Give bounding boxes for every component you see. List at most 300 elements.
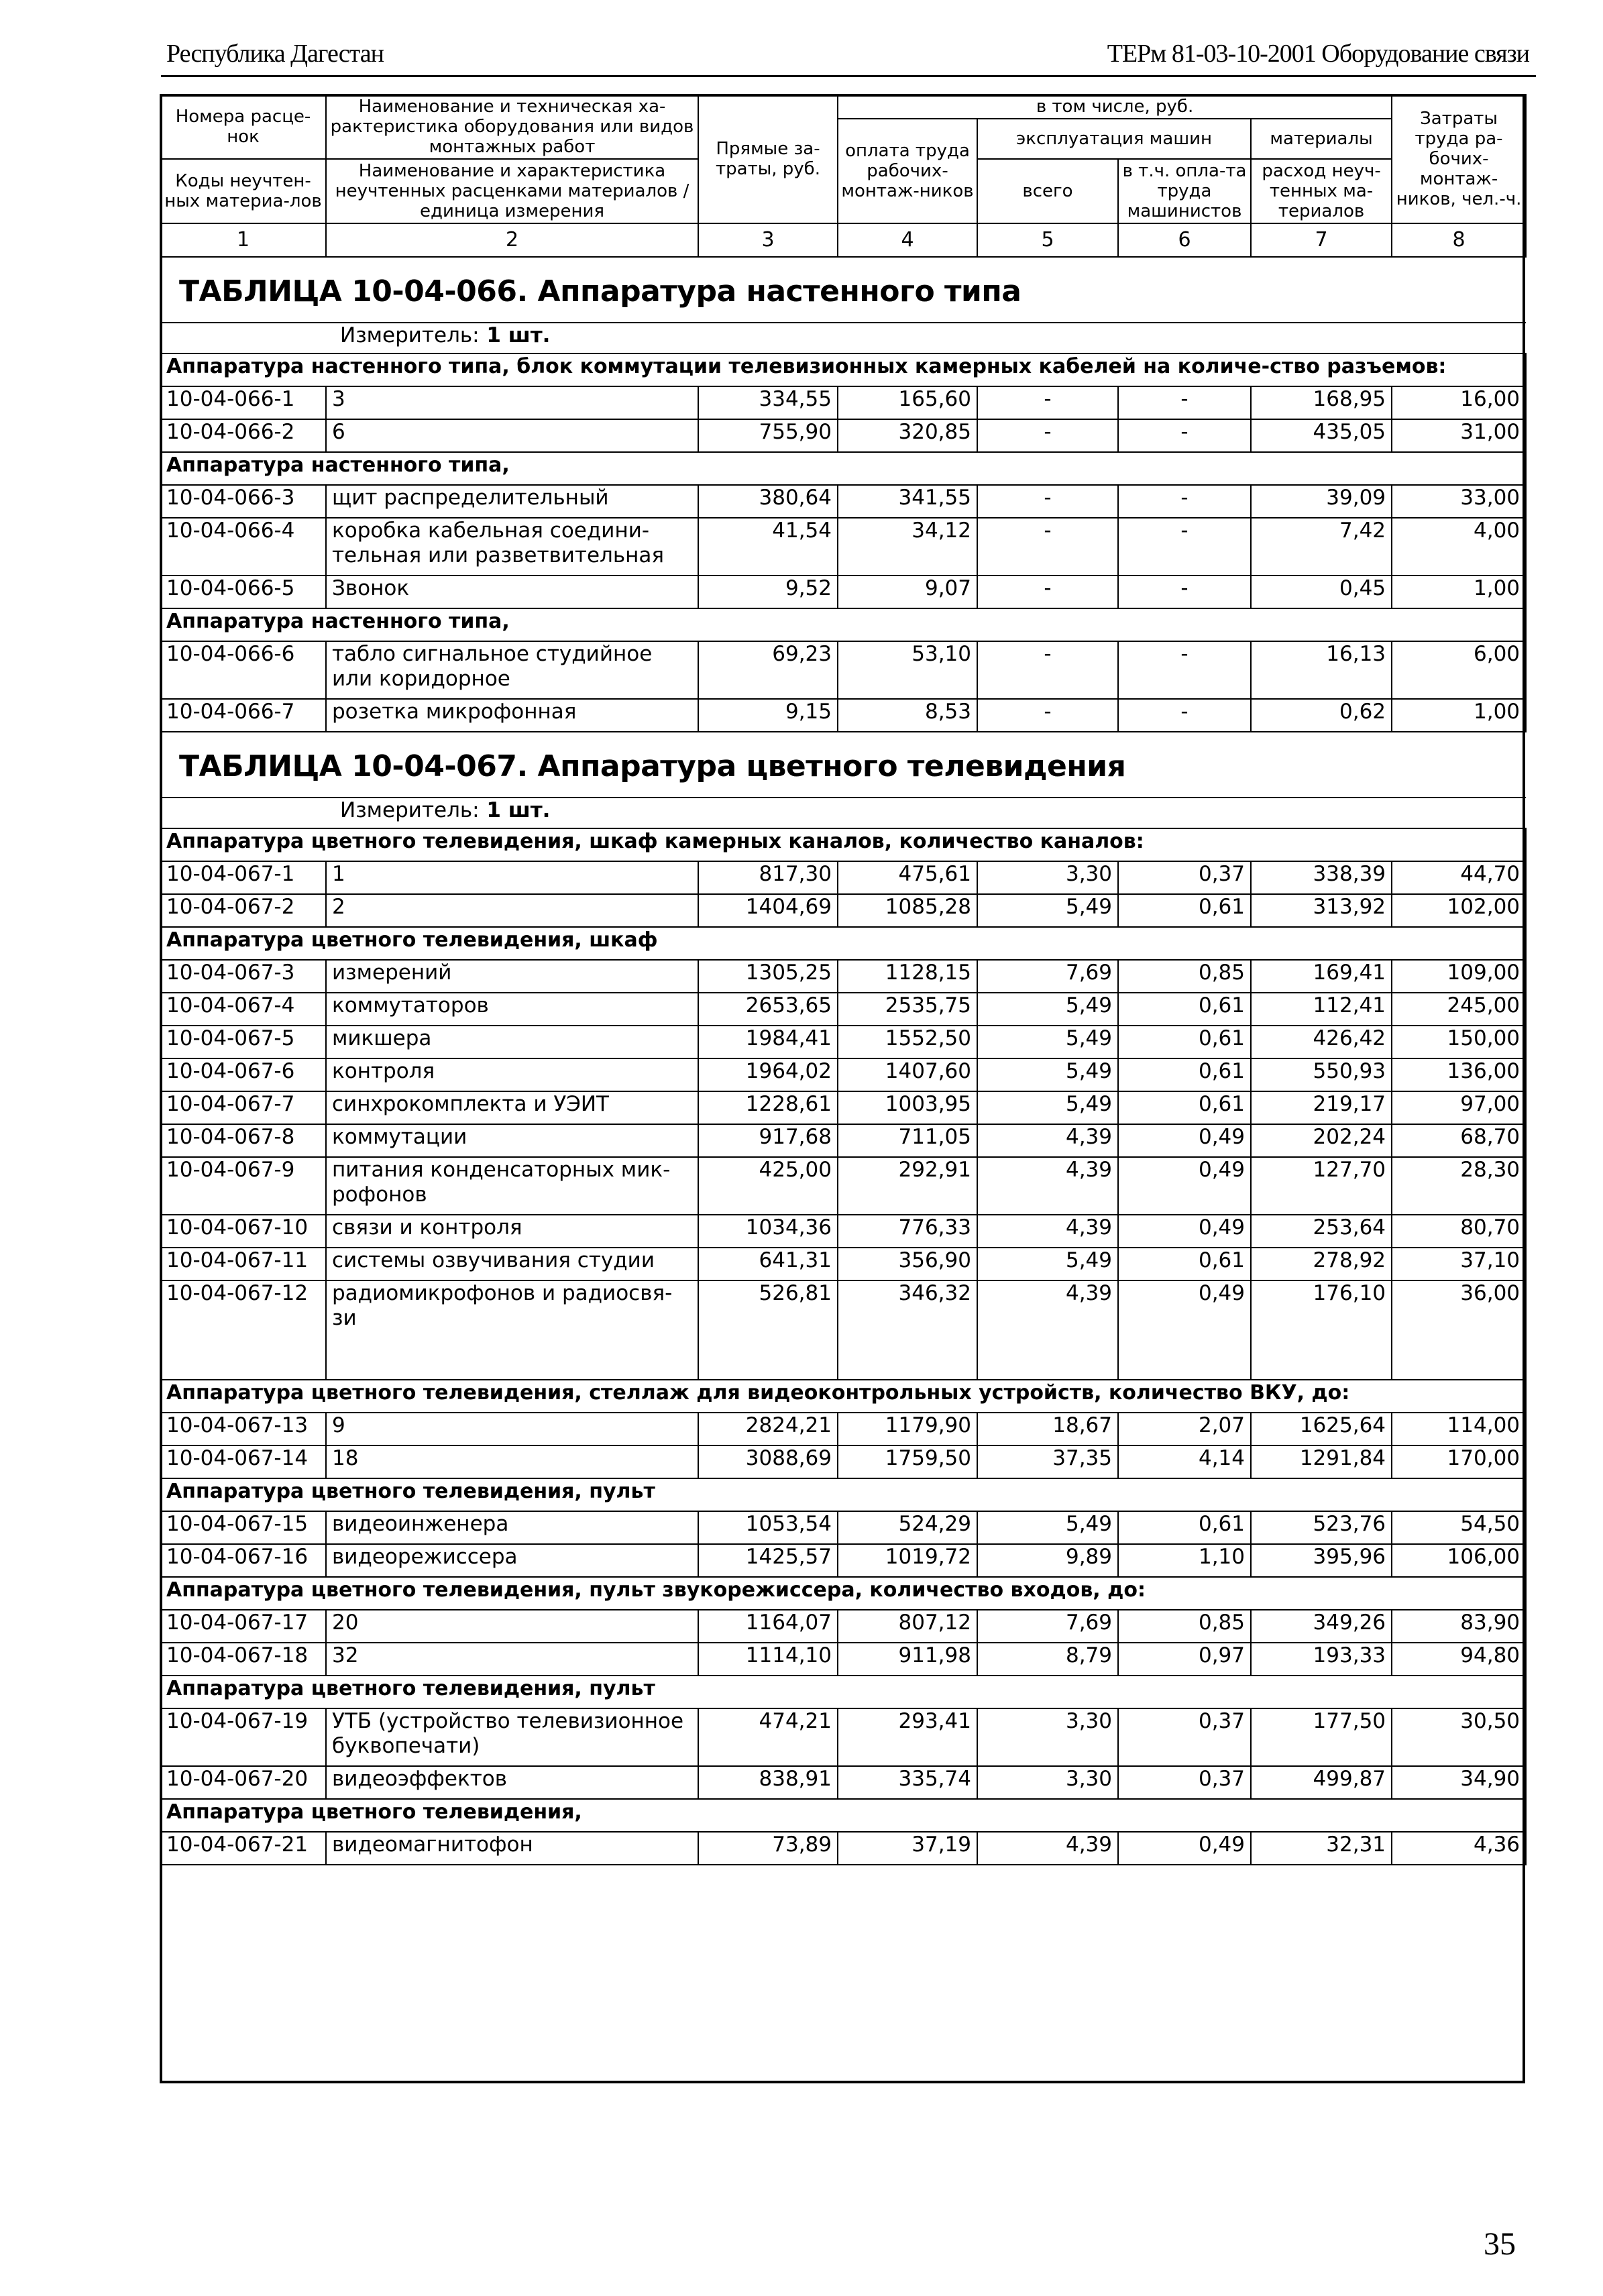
material-cost: 313,92: [1251, 894, 1392, 927]
item-name: УТБ (устройство телевизионное буквопечати): [326, 1708, 698, 1766]
material-cost: 426,42: [1251, 1026, 1392, 1058]
material-cost: 523,76: [1251, 1511, 1392, 1544]
machinist-labor-cost: -: [1118, 518, 1251, 576]
labor-cost: 1179,90: [838, 1413, 977, 1445]
material-cost: 0,62: [1251, 699, 1392, 732]
direct-cost: 69,23: [698, 641, 838, 699]
labor-hours: 68,70: [1392, 1124, 1526, 1157]
direct-cost: 425,00: [698, 1157, 838, 1215]
group-caption-row: [160, 452, 1526, 485]
machinist-labor-cost: 4,14: [1118, 1445, 1251, 1478]
machinist-labor-cost: 0,61: [1118, 1058, 1251, 1091]
col7-header: расход неуч-тенных ма-териалов: [1251, 159, 1392, 223]
col2-header-top: Наименование и техническая ха-рактеристика оборудования или видов монтажных работ: [326, 95, 698, 159]
machine-cost: 5,49: [977, 894, 1118, 927]
item-name: Звонок: [326, 576, 698, 608]
direct-cost: 817,30: [698, 861, 838, 894]
rate-code: 10-04-067-17: [160, 1610, 326, 1643]
labor-cost: 37,19: [838, 1832, 977, 1865]
labor-cost: 356,90: [838, 1248, 977, 1280]
material-cost: 112,41: [1251, 993, 1392, 1026]
direct-cost: 9,52: [698, 576, 838, 608]
labor-cost: 911,98: [838, 1643, 977, 1676]
labor-cost: 346,32: [838, 1280, 977, 1380]
labor-cost: 524,29: [838, 1511, 977, 1544]
table-body: [160, 257, 1526, 1865]
labor-hours: 106,00: [1392, 1544, 1526, 1577]
group-caption-row: [160, 828, 1526, 861]
item-name: 6: [326, 419, 698, 452]
item-name: связи и контроля: [326, 1215, 698, 1248]
labor-cost: 335,74: [838, 1766, 977, 1799]
group-caption-row: [160, 927, 1526, 960]
machine-cost: 3,30: [977, 1766, 1118, 1799]
table-row: [160, 576, 1526, 608]
table-row: [160, 1413, 1526, 1445]
material-cost: 177,50: [1251, 1708, 1392, 1766]
column-numbers-row: [160, 223, 1526, 257]
direct-cost: 1964,02: [698, 1058, 838, 1091]
col-num: 8: [1392, 223, 1526, 257]
rate-code: 10-04-066-4: [160, 518, 326, 576]
direct-cost: 1305,25: [698, 960, 838, 993]
material-cost: 338,39: [1251, 861, 1392, 894]
material-cost: 176,10: [1251, 1280, 1392, 1380]
machinist-labor-cost: 0,49: [1118, 1124, 1251, 1157]
labor-hours: 83,90: [1392, 1610, 1526, 1643]
machine-cost: 7,69: [977, 960, 1118, 993]
machine-cost: -: [977, 641, 1118, 699]
labor-hours: 4,00: [1392, 518, 1526, 576]
table-row: [160, 1280, 1526, 1380]
rate-code: 10-04-067-13: [160, 1413, 326, 1445]
direct-cost: 526,81: [698, 1280, 838, 1380]
direct-cost: 2824,21: [698, 1413, 838, 1445]
group-caption: Аппаратура цветного телевидения, пульт: [160, 1676, 1526, 1708]
machine-cost: 8,79: [977, 1643, 1118, 1676]
table-title: ТАБЛИЦА 10-04-066. Аппаратура настенного типа: [179, 274, 1021, 309]
group-caption-row: [160, 608, 1526, 641]
col-num: 6: [1118, 223, 1251, 257]
rate-code: 10-04-067-16: [160, 1544, 326, 1577]
col2-header-bottom: Наименование и характеристика неучтенных расценками материалов / единица измерения: [326, 159, 698, 223]
item-name: видеомагнитофон: [326, 1832, 698, 1865]
machines-header: эксплуатация машин: [977, 119, 1251, 159]
direct-cost: 474,21: [698, 1708, 838, 1766]
table-row: [160, 1511, 1526, 1544]
material-cost: 7,42: [1251, 518, 1392, 576]
group-caption: Аппаратура настенного типа, блок коммутации телевизионных камерных кабелей на количе-ство разъемов:: [160, 353, 1526, 386]
item-name: коробка кабельная соедини-тельная или разветвительная: [326, 518, 698, 576]
direct-cost: 838,91: [698, 1766, 838, 1799]
table-row: [160, 1215, 1526, 1248]
item-name: питания конденсаторных мик-рофонов: [326, 1157, 698, 1215]
page-number: 35: [1484, 2226, 1516, 2262]
machine-cost: -: [977, 576, 1118, 608]
labor-hours: 34,90: [1392, 1766, 1526, 1799]
material-cost: 349,26: [1251, 1610, 1392, 1643]
group-caption: Аппаратура цветного телевидения, пульт звукорежиссера, количество входов, до:: [160, 1577, 1526, 1610]
machine-cost: 3,30: [977, 1708, 1118, 1766]
rate-code: 10-04-067-9: [160, 1157, 326, 1215]
material-cost: 1291,84: [1251, 1445, 1392, 1478]
measure-label: Измеритель:: [340, 323, 480, 347]
material-cost: 127,70: [1251, 1157, 1392, 1215]
rate-code: 10-04-067-10: [160, 1215, 326, 1248]
machine-cost: 37,35: [977, 1445, 1118, 1478]
rate-code: 10-04-066-3: [160, 485, 326, 518]
rate-code: 10-04-067-8: [160, 1124, 326, 1157]
table-row: [160, 960, 1526, 993]
group-caption: Аппаратура цветного телевидения, шкаф камерных каналов, количество каналов:: [160, 828, 1526, 861]
rate-code: 10-04-066-7: [160, 699, 326, 732]
labor-hours: 1,00: [1392, 576, 1526, 608]
table-row: [160, 1026, 1526, 1058]
table-row: [160, 485, 1526, 518]
direct-cost: 380,64: [698, 485, 838, 518]
machinist-labor-cost: 0,37: [1118, 1766, 1251, 1799]
direct-cost: 755,90: [698, 419, 838, 452]
item-name: видеорежиссера: [326, 1544, 698, 1577]
rate-code: 10-04-067-2: [160, 894, 326, 927]
rate-code: 10-04-067-11: [160, 1248, 326, 1280]
table-row: [160, 1445, 1526, 1478]
labor-hours: 136,00: [1392, 1058, 1526, 1091]
material-cost: 395,96: [1251, 1544, 1392, 1577]
col1-header-bottom: Коды неучтен-ных материа-лов: [160, 159, 326, 223]
labor-cost: 53,10: [838, 641, 977, 699]
labor-hours: 80,70: [1392, 1215, 1526, 1248]
item-name: системы озвучивания студии: [326, 1248, 698, 1280]
item-name: 1: [326, 861, 698, 894]
item-name: радиомикрофонов и радиосвя-зи: [326, 1280, 698, 1380]
col-num: 7: [1251, 223, 1392, 257]
table-row: [160, 1766, 1526, 1799]
rate-code: 10-04-067-18: [160, 1643, 326, 1676]
material-cost: 32,31: [1251, 1832, 1392, 1865]
machine-cost: 4,39: [977, 1157, 1118, 1215]
material-cost: 550,93: [1251, 1058, 1392, 1091]
labor-hours: 97,00: [1392, 1091, 1526, 1124]
header-row-1: [160, 95, 1526, 119]
labor-cost: 1019,72: [838, 1544, 977, 1577]
machinist-labor-cost: 0,49: [1118, 1215, 1251, 1248]
labor-cost: 320,85: [838, 419, 977, 452]
machine-cost: 5,49: [977, 1511, 1118, 1544]
labor-hours: 4,36: [1392, 1832, 1526, 1865]
material-cost: 435,05: [1251, 419, 1392, 452]
table-row: [160, 641, 1526, 699]
table-row: [160, 1248, 1526, 1280]
labor-cost: 1552,50: [838, 1026, 977, 1058]
material-cost: 499,87: [1251, 1766, 1392, 1799]
direct-cost: 1164,07: [698, 1610, 838, 1643]
labor-cost: 807,12: [838, 1610, 977, 1643]
machine-cost: -: [977, 386, 1118, 419]
direct-cost: 1984,41: [698, 1026, 838, 1058]
machinist-labor-cost: 0,49: [1118, 1280, 1251, 1380]
labor-cost: 1085,28: [838, 894, 977, 927]
table-title-cell: [160, 732, 1526, 798]
machinist-labor-cost: 0,85: [1118, 960, 1251, 993]
table-title-cell: [160, 257, 1526, 323]
rate-code: 10-04-066-6: [160, 641, 326, 699]
rate-code: 10-04-067-3: [160, 960, 326, 993]
material-cost: 278,92: [1251, 1248, 1392, 1280]
rate-code: 10-04-067-5: [160, 1026, 326, 1058]
machine-cost: 5,49: [977, 1058, 1118, 1091]
rate-code: 10-04-067-1: [160, 861, 326, 894]
table-title-row: [160, 732, 1526, 798]
direct-cost: 641,31: [698, 1248, 838, 1280]
direct-cost: 1053,54: [698, 1511, 838, 1544]
table-row: [160, 1708, 1526, 1766]
direct-cost: 9,15: [698, 699, 838, 732]
table-row: [160, 419, 1526, 452]
rate-code: 10-04-066-5: [160, 576, 326, 608]
group-caption-row: [160, 1799, 1526, 1832]
rate-code: 10-04-067-15: [160, 1511, 326, 1544]
machinist-labor-cost: -: [1118, 419, 1251, 452]
item-name: 18: [326, 1445, 698, 1478]
group-caption-row: [160, 1577, 1526, 1610]
rate-code: 10-04-067-19: [160, 1708, 326, 1766]
labor-cost: 293,41: [838, 1708, 977, 1766]
machinist-labor-cost: 0,61: [1118, 1511, 1251, 1544]
measure-label: Измеритель:: [340, 798, 480, 822]
rate-code: 10-04-067-21: [160, 1832, 326, 1865]
labor-hours: 31,00: [1392, 419, 1526, 452]
machinist-labor-cost: 0,97: [1118, 1643, 1251, 1676]
direct-cost: 1114,10: [698, 1643, 838, 1676]
labor-cost: 1003,95: [838, 1091, 977, 1124]
machine-cost: -: [977, 485, 1118, 518]
machinist-labor-cost: 0,61: [1118, 1248, 1251, 1280]
labor-hours: 114,00: [1392, 1413, 1526, 1445]
labor-hours: 44,70: [1392, 861, 1526, 894]
table-row: [160, 861, 1526, 894]
item-name: щит распределительный: [326, 485, 698, 518]
item-name: видеоинженера: [326, 1511, 698, 1544]
machinist-labor-cost: 0,37: [1118, 861, 1251, 894]
labor-hours: 109,00: [1392, 960, 1526, 993]
machinist-labor-cost: 0,61: [1118, 1091, 1251, 1124]
item-name: табло сигнальное студийное или коридорное: [326, 641, 698, 699]
machinist-labor-cost: 0,61: [1118, 894, 1251, 927]
material-cost: 219,17: [1251, 1091, 1392, 1124]
rate-code: 10-04-067-6: [160, 1058, 326, 1091]
material-cost: 39,09: [1251, 485, 1392, 518]
rate-code: 10-04-066-2: [160, 419, 326, 452]
table-row: [160, 1157, 1526, 1215]
labor-hours: 1,00: [1392, 699, 1526, 732]
item-name: 3: [326, 386, 698, 419]
machinist-labor-cost: -: [1118, 699, 1251, 732]
machinist-labor-cost: 0,61: [1118, 993, 1251, 1026]
measure-value: 1 шт.: [486, 323, 551, 347]
group-caption: Аппаратура цветного телевидения, стеллаж для видеоконтрольных устройств, количество ВКУ, до:: [160, 1380, 1526, 1413]
table-row: [160, 386, 1526, 419]
rate-code: 10-04-067-4: [160, 993, 326, 1026]
direct-cost: 73,89: [698, 1832, 838, 1865]
col8-header: Затраты труда ра-бочих-монтаж-ников, чел.-ч.: [1392, 95, 1526, 223]
direct-cost: 1425,57: [698, 1544, 838, 1577]
item-name: 9: [326, 1413, 698, 1445]
material-cost: 169,41: [1251, 960, 1392, 993]
machine-cost: 9,89: [977, 1544, 1118, 1577]
direct-cost: 917,68: [698, 1124, 838, 1157]
machine-cost: 5,49: [977, 993, 1118, 1026]
labor-cost: 34,12: [838, 518, 977, 576]
labor-cost: 776,33: [838, 1215, 977, 1248]
machinist-labor-cost: -: [1118, 485, 1251, 518]
table-row: [160, 1058, 1526, 1091]
labor-hours: 6,00: [1392, 641, 1526, 699]
machinist-labor-cost: -: [1118, 576, 1251, 608]
direct-cost: 3088,69: [698, 1445, 838, 1478]
col4-header: оплата труда рабочих-монтаж-ников: [838, 119, 977, 223]
table-row: [160, 1124, 1526, 1157]
group-caption-row: [160, 1380, 1526, 1413]
group-caption-row: [160, 353, 1526, 386]
material-cost: 16,13: [1251, 641, 1392, 699]
item-name: розетка микрофонная: [326, 699, 698, 732]
machinist-labor-cost: 1,10: [1118, 1544, 1251, 1577]
labor-hours: 28,30: [1392, 1157, 1526, 1215]
table-row: [160, 993, 1526, 1026]
labor-hours: 102,00: [1392, 894, 1526, 927]
table-row: [160, 1544, 1526, 1577]
table-row: [160, 1643, 1526, 1676]
table-title-row: [160, 257, 1526, 323]
machine-cost: 5,49: [977, 1248, 1118, 1280]
col3-header: Прямые за-траты, руб.: [698, 95, 838, 223]
material-cost: 202,24: [1251, 1124, 1392, 1157]
labor-hours: 36,00: [1392, 1280, 1526, 1380]
col-num: 2: [326, 223, 698, 257]
machinist-labor-cost: 0,85: [1118, 1610, 1251, 1643]
machine-cost: 4,39: [977, 1832, 1118, 1865]
col1-header-top: Номера расце-нок: [160, 95, 326, 159]
item-name: 2: [326, 894, 698, 927]
rate-code: 10-04-067-20: [160, 1766, 326, 1799]
labor-cost: 8,53: [838, 699, 977, 732]
machinist-labor-cost: 0,49: [1118, 1157, 1251, 1215]
item-name: коммутаторов: [326, 993, 698, 1026]
direct-cost: 334,55: [698, 386, 838, 419]
labor-cost: 1128,15: [838, 960, 977, 993]
labor-hours: 170,00: [1392, 1445, 1526, 1478]
item-name: 32: [326, 1643, 698, 1676]
group-caption: Аппаратура цветного телевидения, шкаф: [160, 927, 1526, 960]
direct-cost: 2653,65: [698, 993, 838, 1026]
machinist-labor-cost: -: [1118, 386, 1251, 419]
measure-cell: [160, 323, 1526, 353]
rate-code: 10-04-067-7: [160, 1091, 326, 1124]
group-caption: Аппаратура цветного телевидения, пульт: [160, 1478, 1526, 1511]
header-document-code: ТЕРм 81-03-10-2001 Оборудование связи: [1107, 40, 1529, 68]
rate-code: 10-04-067-14: [160, 1445, 326, 1478]
group-caption-row: [160, 1676, 1526, 1708]
direct-cost: 1404,69: [698, 894, 838, 927]
machine-cost: -: [977, 419, 1118, 452]
group-caption: Аппаратура настенного типа,: [160, 452, 1526, 485]
machinist-labor-cost: 0,61: [1118, 1026, 1251, 1058]
measure-row: [160, 798, 1526, 828]
material-cost: 0,45: [1251, 576, 1392, 608]
item-name: контроля: [326, 1058, 698, 1091]
machine-cost: 4,39: [977, 1215, 1118, 1248]
machine-cost: 5,49: [977, 1026, 1118, 1058]
group-caption: Аппаратура настенного типа,: [160, 608, 1526, 641]
machinist-labor-cost: 0,49: [1118, 1832, 1251, 1865]
table-row: [160, 1610, 1526, 1643]
measure-cell: [160, 798, 1526, 828]
item-name: коммутации: [326, 1124, 698, 1157]
labor-cost: 9,07: [838, 576, 977, 608]
labor-cost: 292,91: [838, 1157, 977, 1215]
direct-cost: 41,54: [698, 518, 838, 576]
machine-cost: 4,39: [977, 1280, 1118, 1380]
machinist-labor-cost: 2,07: [1118, 1413, 1251, 1445]
labor-cost: 2535,75: [838, 993, 977, 1026]
table-row: [160, 894, 1526, 927]
labor-hours: 245,00: [1392, 993, 1526, 1026]
labor-hours: 150,00: [1392, 1026, 1526, 1058]
labor-hours: 33,00: [1392, 485, 1526, 518]
item-name: измерений: [326, 960, 698, 993]
col-num: 5: [977, 223, 1118, 257]
machine-cost: -: [977, 699, 1118, 732]
direct-cost: 1034,36: [698, 1215, 838, 1248]
table-row: [160, 1091, 1526, 1124]
labor-hours: 37,10: [1392, 1248, 1526, 1280]
machinist-labor-cost: -: [1118, 641, 1251, 699]
material-cost: 193,33: [1251, 1643, 1392, 1676]
labor-hours: 94,80: [1392, 1643, 1526, 1676]
col-num: 1: [160, 223, 326, 257]
col5-header: всего: [977, 159, 1118, 223]
labor-cost: 1759,50: [838, 1445, 977, 1478]
labor-cost: 341,55: [838, 485, 977, 518]
labor-hours: 16,00: [1392, 386, 1526, 419]
rate-code: 10-04-067-12: [160, 1280, 326, 1380]
machine-cost: 3,30: [977, 861, 1118, 894]
labor-cost: 711,05: [838, 1124, 977, 1157]
rates-table: [160, 94, 1527, 1865]
group-caption: Аппаратура цветного телевидения,: [160, 1799, 1526, 1832]
labor-cost: 475,61: [838, 861, 977, 894]
material-cost: 1625,64: [1251, 1413, 1392, 1445]
labor-hours: 54,50: [1392, 1511, 1526, 1544]
measure-value: 1 шт.: [486, 798, 551, 822]
header-rule: [161, 75, 1536, 77]
machinist-labor-cost: 0,37: [1118, 1708, 1251, 1766]
machine-cost: -: [977, 518, 1118, 576]
item-name: 20: [326, 1610, 698, 1643]
rate-code: 10-04-066-1: [160, 386, 326, 419]
material-cost: 168,95: [1251, 386, 1392, 419]
col-num: 3: [698, 223, 838, 257]
item-name: видеоэффектов: [326, 1766, 698, 1799]
direct-cost: 1228,61: [698, 1091, 838, 1124]
labor-hours: 30,50: [1392, 1708, 1526, 1766]
machine-cost: 7,69: [977, 1610, 1118, 1643]
including-header: в том числе, руб.: [838, 95, 1392, 119]
table-row: [160, 699, 1526, 732]
measure-row: [160, 323, 1526, 353]
table-row: [160, 518, 1526, 576]
